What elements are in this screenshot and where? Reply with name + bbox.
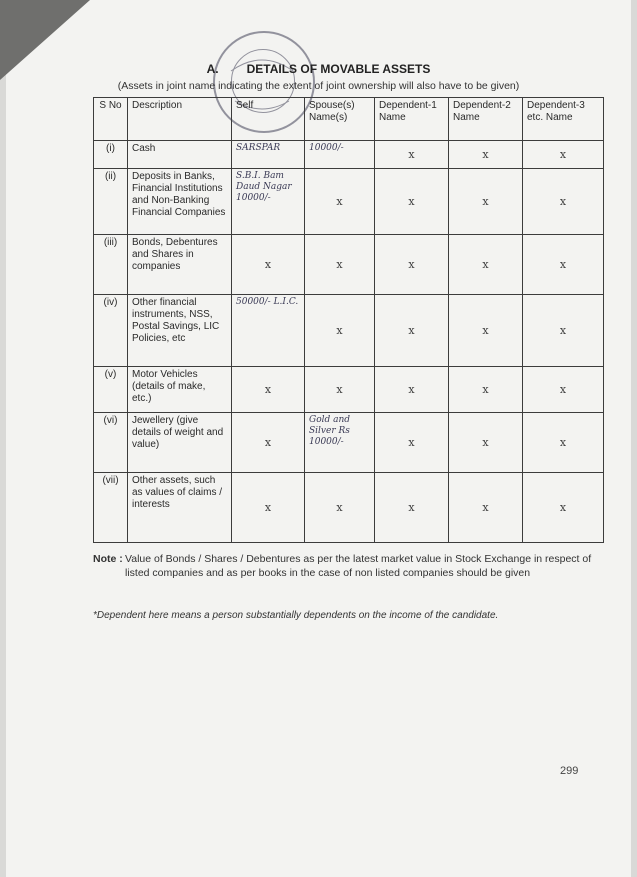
dependent-1-value: x: [375, 141, 449, 169]
column-header: Dependent-2 Name: [449, 98, 523, 141]
column-header: Dependent-1 Name: [375, 98, 449, 141]
spouse-value: x: [305, 235, 375, 295]
dependent-3-value: x: [523, 473, 604, 543]
row-number: (v): [94, 367, 128, 413]
row-description: Other financial instruments, NSS, Postal Savings, LIC Policies, etc: [128, 295, 232, 367]
dependent-3-value: x: [523, 413, 604, 473]
self-value: x: [232, 413, 305, 473]
spouse-value: Gold and Silver Rs 10000/-: [305, 413, 375, 473]
dependent-1-value: x: [375, 473, 449, 543]
note-text: Value of Bonds / Shares / Debentures as per the latest market value in Stock Exchange in respect of listed companies and as per books in the case of non listed companies should be given: [125, 553, 592, 579]
table-row: [94, 295, 604, 367]
dependent-1-value: x: [375, 413, 449, 473]
dependent-2-value: x: [449, 141, 523, 169]
dependent-1-value: x: [375, 295, 449, 367]
self-value: x: [232, 473, 305, 543]
table-row: [94, 473, 604, 543]
table-row: [94, 235, 604, 295]
self-value: x: [232, 235, 305, 295]
row-number: (vii): [94, 473, 128, 543]
dependent-3-value: x: [523, 235, 604, 295]
note-block: [93, 552, 593, 580]
row-number: (iv): [94, 295, 128, 367]
dependent-3-value: x: [523, 295, 604, 367]
dependent-3-value: x: [523, 367, 604, 413]
row-description: Bonds, Debentures and Shares in companies: [128, 235, 232, 295]
spouse-value: x: [305, 367, 375, 413]
table-row: [94, 169, 604, 235]
column-header: S No: [94, 98, 128, 141]
table-row: [94, 367, 604, 413]
dependent-2-value: x: [449, 473, 523, 543]
row-description: Deposits in Banks, Financial Institutions and Non-Banking Financial Companies: [128, 169, 232, 235]
dependent-2-value: x: [449, 235, 523, 295]
row-number: (iii): [94, 235, 128, 295]
movable-assets-table: [93, 97, 604, 543]
column-header: Spouse(s) Name(s): [305, 98, 375, 141]
row-number: (ii): [94, 169, 128, 235]
self-value: x: [232, 367, 305, 413]
spouse-value: 10000/-: [305, 141, 375, 169]
self-value: SARSPAR: [232, 141, 305, 169]
column-header: Description: [128, 98, 232, 141]
dependent-2-value: x: [449, 295, 523, 367]
table-header-row: [94, 98, 604, 141]
dependent-footnote: *Dependent here means a person substantially dependents on the income of the candidate.: [93, 610, 499, 621]
dependent-2-value: x: [449, 169, 523, 235]
table-row: [94, 413, 604, 473]
dependent-2-value: x: [449, 413, 523, 473]
dependent-2-value: x: [449, 367, 523, 413]
row-description: Jewellery (give details of weight and value): [128, 413, 232, 473]
row-number: (i): [94, 141, 128, 169]
row-description: Other assets, such as values of claims / interests: [128, 473, 232, 543]
row-description: Motor Vehicles (details of make, etc.): [128, 367, 232, 413]
row-description: Cash: [128, 141, 232, 169]
section-letter: A.: [206, 62, 219, 76]
table-row: [94, 141, 604, 169]
spouse-value: x: [305, 295, 375, 367]
column-header: Self: [232, 98, 305, 141]
page-number: 299: [560, 765, 579, 777]
column-header: Dependent-3 etc. Name: [523, 98, 604, 141]
section-title: DETAILS OF MOVABLE ASSETS: [246, 62, 431, 76]
section-heading: [0, 62, 637, 76]
spouse-value: x: [305, 169, 375, 235]
dependent-1-value: x: [375, 169, 449, 235]
dependent-3-value: x: [523, 169, 604, 235]
section-subheading: (Assets in joint name indicating the extent of joint ownership will also have to be given): [117, 80, 520, 92]
dependent-3-value: x: [523, 141, 604, 169]
dependent-1-value: x: [375, 367, 449, 413]
self-value: S.B.I. Bam Daud Nagar 10000/-: [232, 169, 305, 235]
spouse-value: x: [305, 473, 375, 543]
dependent-1-value: x: [375, 235, 449, 295]
row-number: (vi): [94, 413, 128, 473]
self-value: 50000/- L.I.C.: [232, 295, 305, 367]
note-label: Note :: [93, 553, 123, 565]
